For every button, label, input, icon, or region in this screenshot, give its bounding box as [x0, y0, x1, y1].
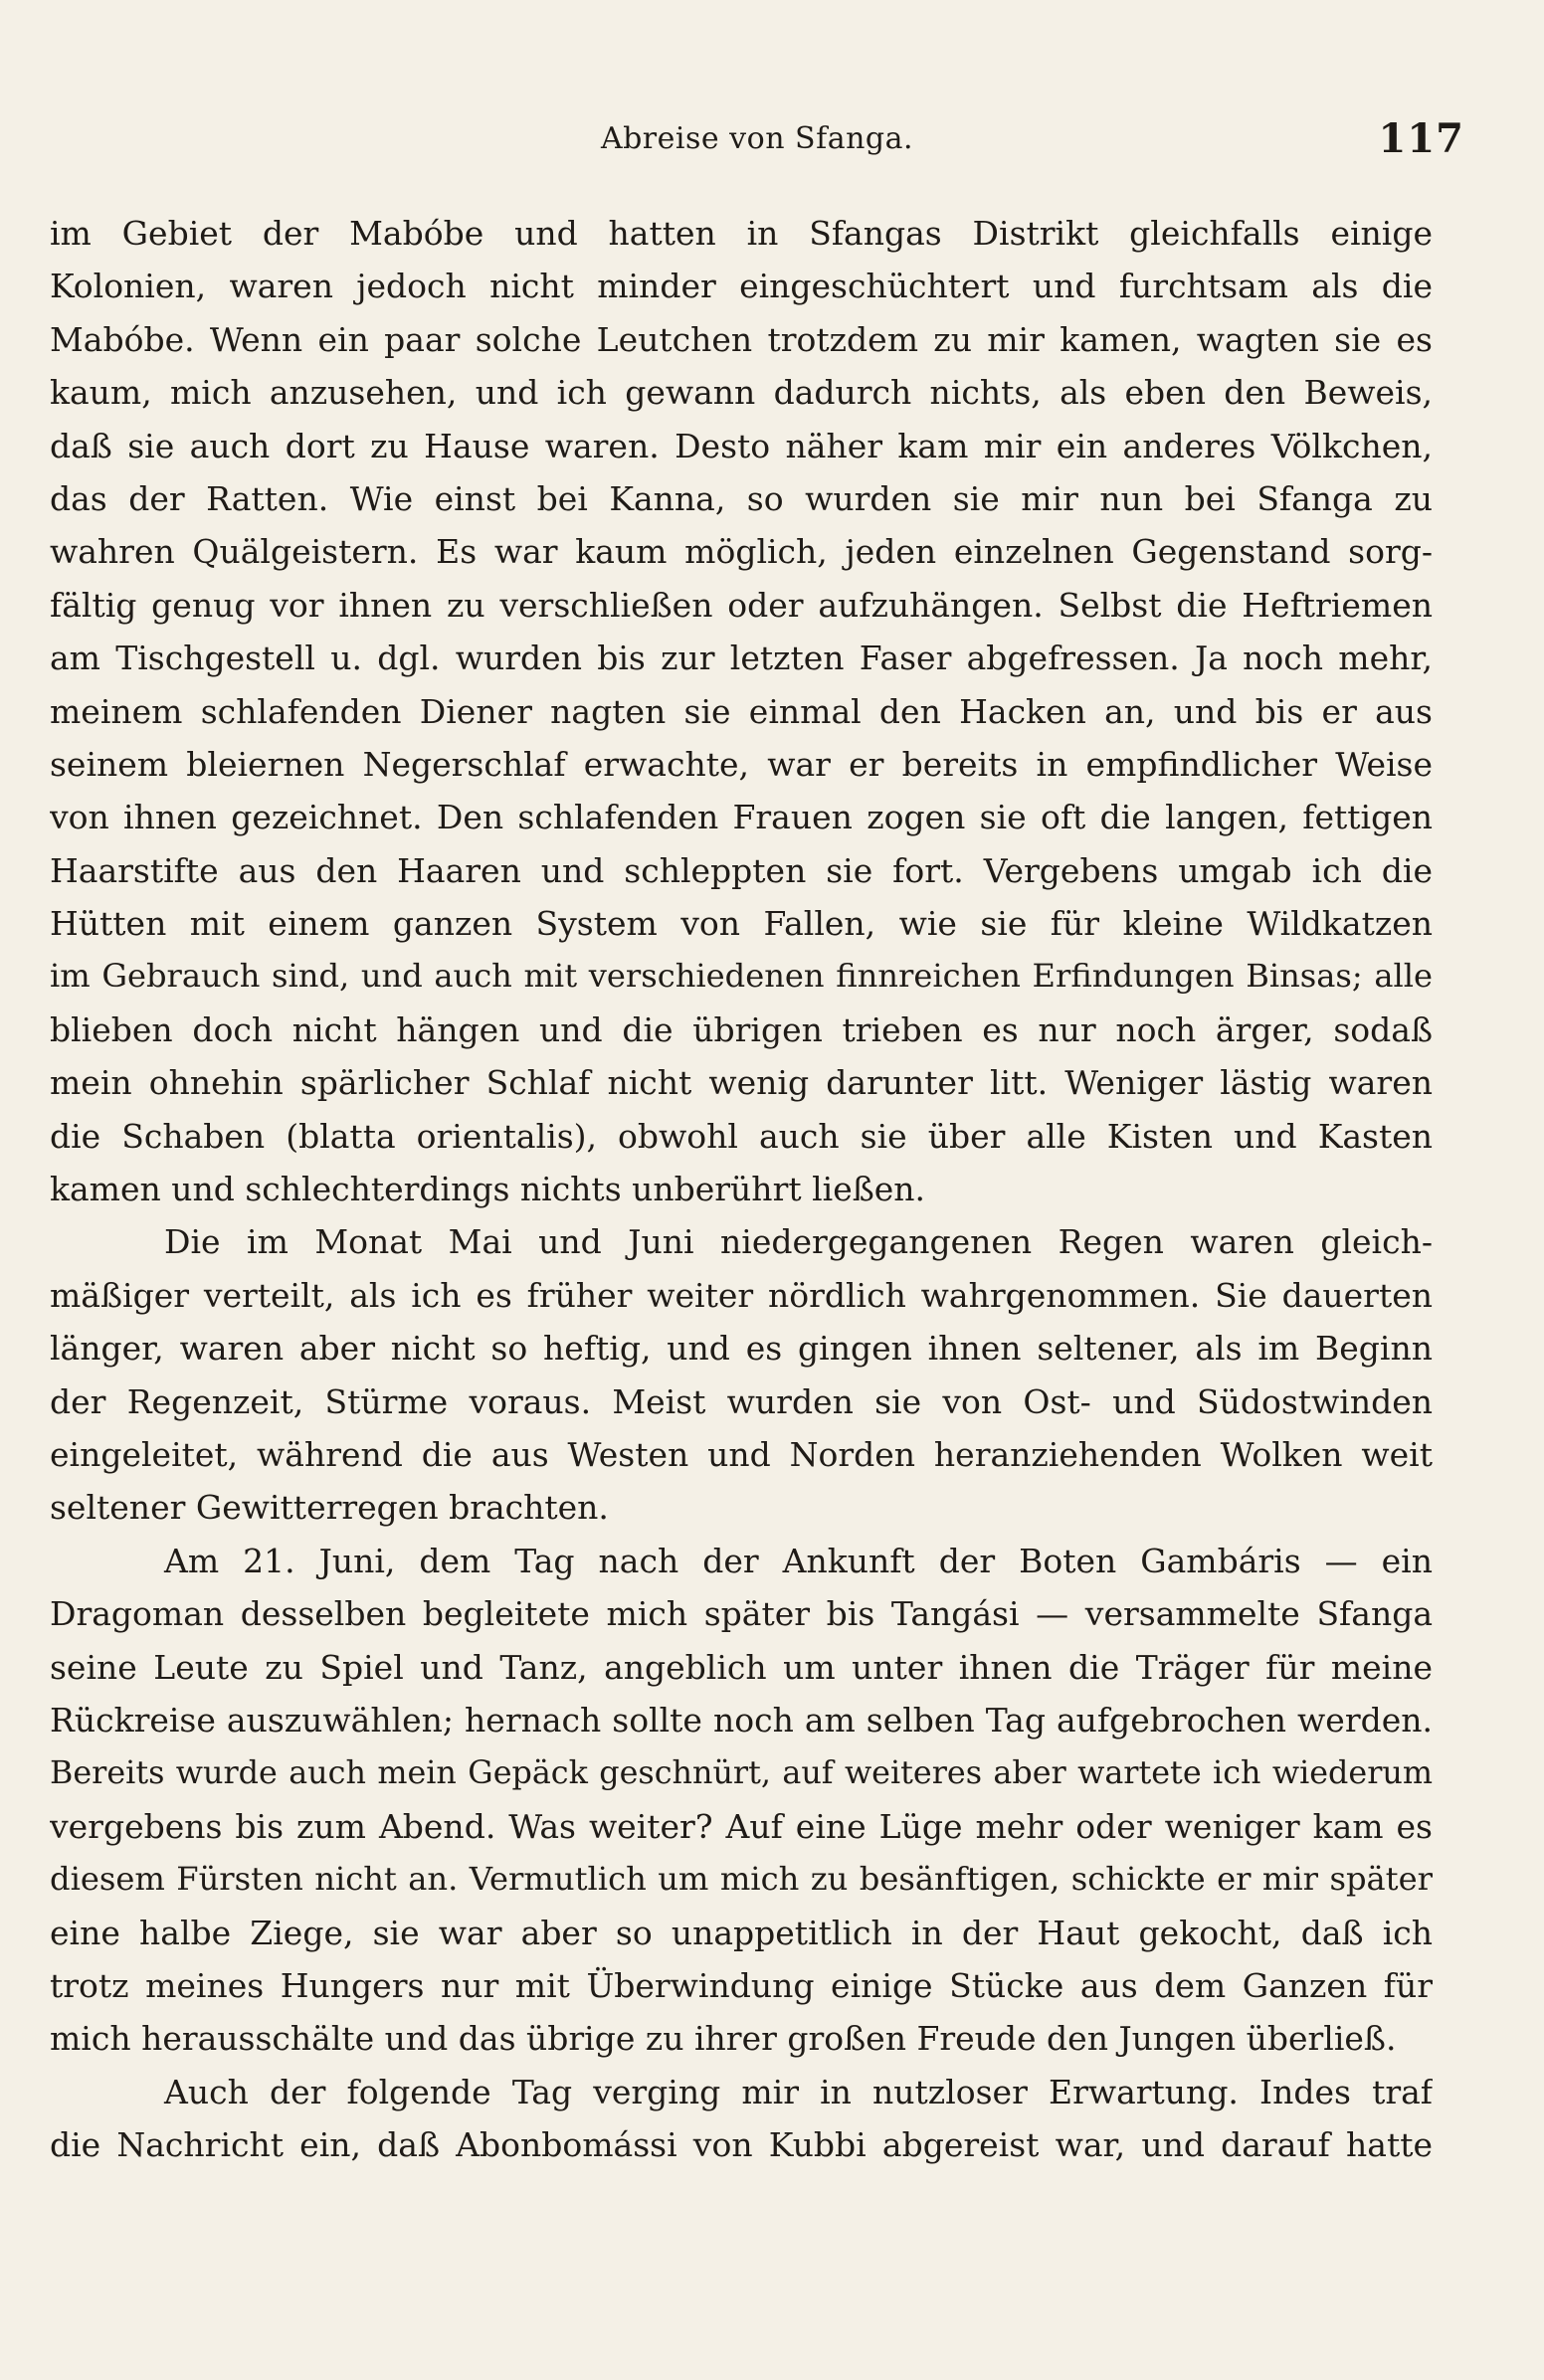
text-line: länger, waren aber nicht so heftig, und es gingen ihnen seltener, als im Beginn — [50, 1329, 1433, 1369]
text-line: mäßiger verteilt, als ich es früher weiter nördlich wahrgenommen. Sie dauerten — [50, 1275, 1433, 1315]
text-line: Hütten mit einem ganzen System von Fallen, wie sie für kleine Wildkatzen — [50, 904, 1433, 944]
text-line: Dragoman desselben begleitete mich später bis Tangási — versammelte Sfanga — [50, 1594, 1433, 1634]
text-line: von ihnen gezeichnet. Den schlafenden Frauen zogen sie oft die langen, fettigen — [50, 798, 1433, 837]
text-line: das der Ratten. Wie einst bei Kanna, so wurden sie mir nun bei Sfanga zu — [50, 478, 1433, 518]
text-line: eine halbe Ziege, sie war aber so unappetitlich in der Haut gekocht, daß ich — [50, 1913, 1433, 1952]
running-title: Abreise von Sfanga. — [600, 121, 914, 156]
text-line: daß sie auch dort zu Hause waren. Desto näher kam mir ein anderes Völkchen, — [50, 426, 1433, 465]
text-line: kaum, mich anzusehen, und ich gewann dadurch nichts, als eben den Beweis, — [50, 373, 1433, 413]
text-line: Kolonien, waren jedoch nicht minder eingeschüchtert und furchtsam als die — [50, 267, 1433, 306]
text-line: seltener Gewitterregen brachten. — [50, 1488, 609, 1528]
page-number: 117 — [1378, 115, 1464, 162]
text-line: die Nachricht ein, daß Abonbomássi von Kubbi abgereist war, und darauf hatte — [50, 2125, 1433, 2165]
text-line: am Tischgestell u. dgl. wurden bis zur letzten Faser abgefressen. Ja noch mehr, — [50, 639, 1433, 678]
text-line: kamen und schlechterdings nichts unberührt ließen. — [50, 1170, 926, 1209]
text-line: vergebens bis zum Abend. Was weiter? Auf eine Lüge mehr oder weniger kam es — [50, 1806, 1433, 1846]
text-line: mein ohnehin spärlicher Schlaf nicht wenig darunter litt. Weniger lästig waren — [50, 1063, 1433, 1103]
text-line: blieben doch nicht hängen und die übrigen trieben es nur noch ärger, sodaß — [50, 1009, 1433, 1049]
text-line: wahren Quälgeistern. Es war kaum möglich, jeden einzelnen Gegenstand sorg- — [50, 532, 1433, 572]
text-line: im Gebrauch sind, und auch mit verschiedenen finnreichen Erfindungen Binsas; alle — [50, 957, 1433, 996]
text-line: Mabóbe. Wenn ein paar solche Leutchen trotzdem zu mir kamen, wagten sie es — [50, 319, 1433, 359]
text-line: die Schaben (blatta orientalis), obwohl auch sie über alle Kisten und Kasten — [50, 1116, 1433, 1156]
text-line: eingeleitet, während die aus Westen und Norden heranziehenden Wolken weit — [50, 1434, 1433, 1474]
page-header — [50, 115, 1464, 171]
text-line: seine Leute zu Spiel und Tanz, angeblich um unter ihnen die Träger für meine — [50, 1647, 1433, 1687]
text-line: Auch der folgende Tag verging mir in nutzloser Erwartung. Indes traf — [164, 2072, 1433, 2111]
text-line: Am 21. Juni, dem Tag nach der Ankunft der Boten Gambáris — ein — [164, 1541, 1433, 1580]
text-line: Haarstifte aus den Haaren und schleppten sie fort. Vergebens umgab ich die — [50, 850, 1433, 890]
text-line: fältig genug vor ihnen zu verschließen oder aufzuhängen. Selbst die Heftriemen — [50, 585, 1433, 625]
text-line: Die im Monat Mai und Juni niedergegangenen Regen waren gleich- — [164, 1222, 1433, 1262]
text-line: trotz meines Hungers nur mit Überwindung einige Stücke aus dem Ganzen für — [50, 1965, 1433, 2005]
body-text — [50, 207, 1433, 2171]
text-line: der Regenzeit, Stürme voraus. Meist wurden sie von Ost- und Südostwinden — [50, 1381, 1433, 1421]
text-line: diesem Fürsten nicht an. Vermutlich um mich zu besänftigen, schickte er mir später — [50, 1860, 1433, 1899]
text-line: Bereits wurde auch mein Gepäck geschnürt, auf weiteres aber wartete ich wiederum — [50, 1754, 1433, 1792]
text-line: im Gebiet der Mabóbe und hatten in Sfangas Distrikt gleichfalls einige — [50, 214, 1433, 253]
text-line: meinem schlafenden Diener nagten sie einmal den Hacken an, und bis er aus — [50, 691, 1433, 731]
text-line: seinem bleiernen Negerschlaf erwachte, war er bereits in empfindlicher Weise — [50, 744, 1433, 784]
text-line: Rückreise auszuwählen; hernach sollte noch am selben Tag aufgebrochen werden. — [50, 1700, 1433, 1739]
text-line: mich herausschälte und das übrige zu ihrer großen Freude den Jungen überließ. — [50, 2019, 1397, 2059]
